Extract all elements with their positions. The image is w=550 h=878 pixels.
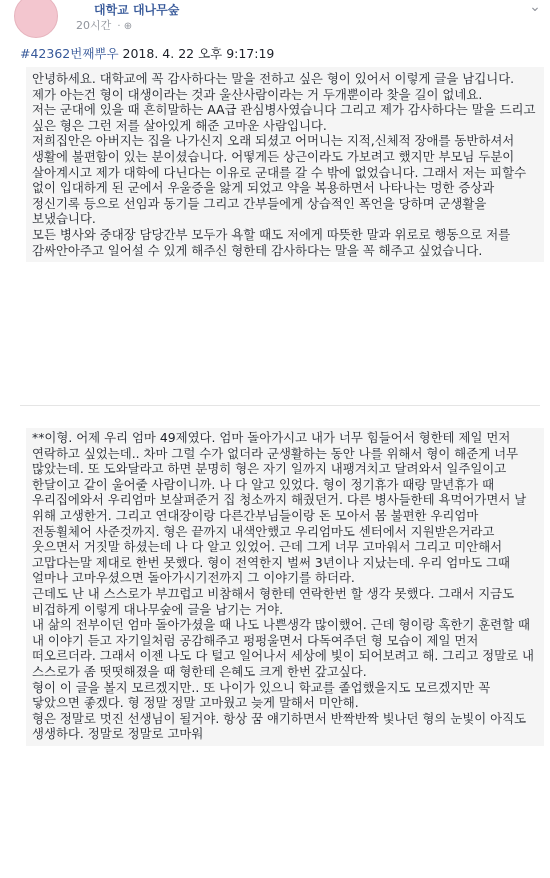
page-name-link[interactable]: 대학교 대나무숲 — [94, 3, 180, 17]
paragraph: 내 삶의 전부이던 엄마 돌아가셨을 때 나도 나쁜생각 많이했어. 근데 형이랑 혹한기 훈련할 때 내 이야기 듣고 자기일처럼 공감해주고 펑펑울면서 다독여주던 형 모습이 제일 먼저 떠오르더라. 그래서 이젠 나도 다 털고 일어나서 세상에 빛이 되어보려고 해. 그리고 정말로 내 스스로가 좀 떳떳해졌을 때 형한테 은혜도 크게 한번 갚고싶다. — [32, 617, 534, 679]
more-options-icon[interactable]: ⌄ — [529, 0, 541, 15]
paragraph: 모든 병사와 중대장 담당간부 모두가 욕할 때도 저에게 따뜻한 말과 위로로 행동으로 저를 감싸안아주고 일어설 수 있게 해주신 형한테 감사하다는 말을 꼭 해주고 싶었습니다. — [32, 226, 511, 258]
paragraph: 근데도 난 내 스스로가 부끄럽고 비참해서 형한테 연락한번 할 생각 못했다. 그래서 지금도 비겁하게 이렇게 대나무숲에 글을 남기는 거야. — [32, 585, 515, 617]
paragraph: 저희집안은 아버지는 집을 나가신지 오래 되셨고 어머니는 지적,신체적 장애를 동반하셔서 생활에 불편함이 있는 분이셨습니다. 어떻게든 상근이라도 가보려고 했지만 부모님 두분이 살아계시고 제가 대학에 다닌다는 이유로 군대를 갈 수 밖에 없었습니다. 그래서 저는 피할수 없이 입대하게 된 군에서 우울증을 앓게 되었고 약을 복용하면서 나타나는 멍한 증상과 정신기록 등으로 선임과 동기들 그리고 간부들에게 상습적인 폭언을 당하며 군생활을 보냈습니다. — [32, 133, 527, 227]
post-title-line — [20, 44, 274, 62]
public-globe-icon: · ⊕ — [114, 21, 133, 32]
paragraph: 안녕하세요. 대학교에 꼭 감사하다는 말을 전하고 싶은 형이 있어서 이렇게 글을 남깁니다. 제가 아는건 형이 대생이라는 것과 울산사람이라는 거 두개뿐이라 찾을 길이 없네요. — [32, 71, 515, 102]
post-hashtag[interactable]: #42362번째뿌우 — [20, 46, 119, 61]
paragraph: 형이 이 글을 볼지 모르겠지만.. 또 나이가 있으니 학교를 졸업했을지도 모르겠지만 꼭 닿았으면 좋겠다. 형 정말 정말 고마웠고 늦게 말해서 미안해. — [32, 679, 491, 711]
letter-second-section — [26, 428, 544, 746]
paragraph: **이형. 어제 우리 엄마 49제였다. 엄마 돌아가시고 내가 너무 힘들어서 형한테 제일 먼저 연락하고 싶었는데.. 차마 그럴 수가 없더라 군생활하는 동안 나를 위해서 형이 해준게 너무 많았는데. 또 도와달라고 하면 분명히 형은 자기 일까지 내팽겨치고 달려와서 일주일이고 한달이고 같이 울어줄 사람이니까. 나 다 알고 있었다. 형이 정기휴가 때랑 말년휴가 때 우리집에와서 우리엄마 보살펴준거 집 청소까지 해줬던거. 다른 병사들한테 욕먹어가면서 날 위해 고생한거. 그리고 연대장이랑 다른간부님들이랑 돈 모아서 몸 불편한 우리엄마 전동휠체어 사준것까지. 형은 끝까지 내색안했고 우리엄마도 센터에서 지원받은거라고 웃으면서 거짓말 하셨는데 나 다 알고 있었어. 근데 그게 너무 고마워서 그리고 미안해서 고맙다는말 제대로 한번 못했다. 형이 전역한지 벌써 3년이나 지났는데. 우리 엄마도 그때 얼마나 고마우셨으면 돌아가시기전까지 그 이야기를 하더라. — [32, 430, 527, 586]
post-time[interactable]: 20시간 — [76, 19, 112, 32]
post-datetime: 2018. 4. 22 오후 9:17:19 — [122, 46, 275, 61]
section-gap — [0, 396, 550, 424]
letter-first-section — [26, 67, 544, 262]
post-meta — [76, 17, 132, 33]
paragraph: 형은 정말로 멋진 선생님이 될거야. 항상 꿈 얘기하면서 반짝반짝 빛나던 형의 눈빛이 아직도 생생하다. 정말로 정말로 고마워 — [32, 710, 527, 742]
paragraph: 저는 군대에 있을 때 흔히말하는 AA급 관심병사였습니다 그리고 제가 감사하다는 말을 드리고 싶은 형은 그런 저를 살아있게 해준 고마운 사람입니다. — [32, 102, 536, 133]
page-avatar[interactable] — [14, 0, 58, 38]
post-header — [0, 0, 550, 38]
divider — [20, 405, 540, 406]
